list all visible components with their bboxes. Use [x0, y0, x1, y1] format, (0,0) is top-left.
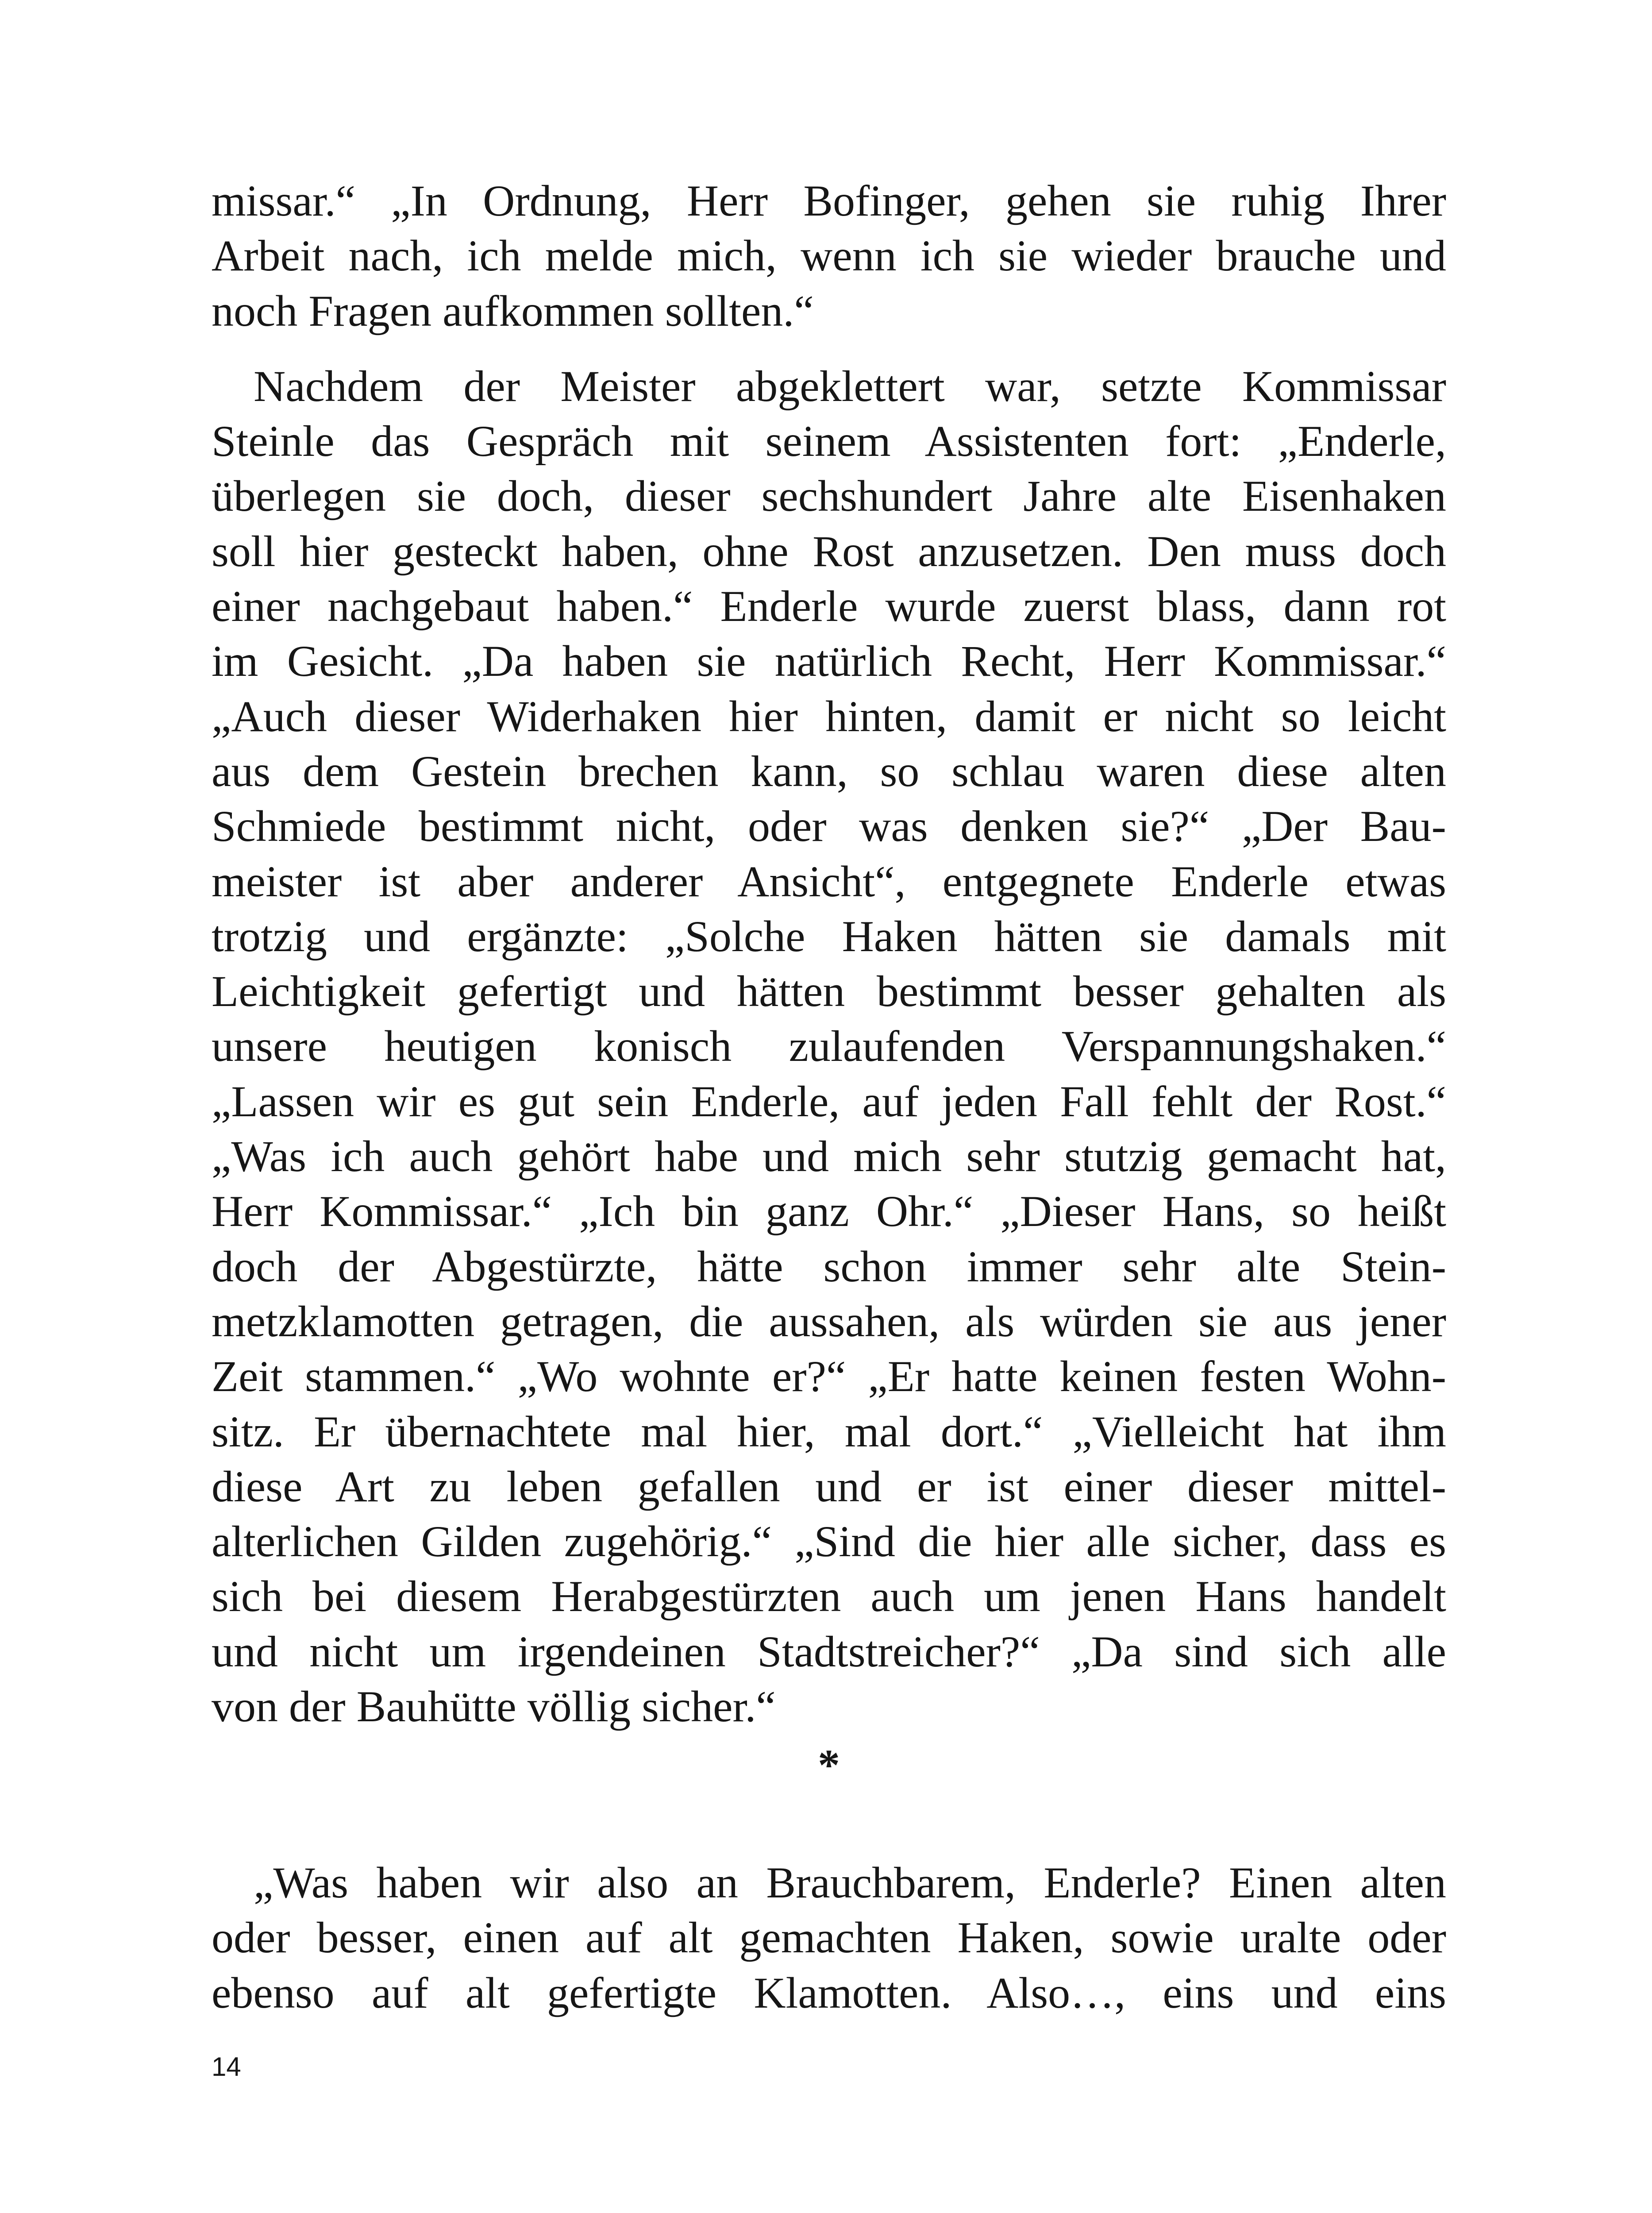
text-line: doch der Abgestürzte, hätte schon immer sehr alte Stein- — [212, 1241, 1446, 1291]
text-line: metzklamotten getragen, die aussahen, als würden sie aus jener — [212, 1296, 1446, 1346]
text-line: Leichtigkeit gefertigt und hätten bestimmt besser gehalten als — [212, 967, 1446, 1016]
text-line: noch Fragen aufkommen sollten.“ — [212, 286, 814, 335]
page-number: 14 — [212, 2052, 241, 2082]
paragraph-2 — [212, 359, 1446, 1734]
text-line: im Gesicht. „Da haben sie natürlich Recht, Herr Kommissar.“ — [212, 636, 1446, 686]
text-line: trotzig und ergänzte: „Solche Haken hätten sie damals mit — [212, 911, 1446, 961]
text-line: „Was haben wir also an Brauchbarem, Enderle? Einen alten — [254, 1858, 1446, 1907]
text-line: Herr Kommissar.“ „Ich bin ganz Ohr.“ „Dieser Hans, so heißt — [212, 1187, 1446, 1236]
paragraph-3 — [212, 1855, 1446, 2020]
text-line: „Was ich auch gehört habe und mich sehr stutzig gemacht hat, — [212, 1132, 1446, 1181]
text-line: Nachdem der Meister abgeklettert war, setzte Kommissar — [254, 361, 1446, 411]
text-line: aus dem Gestein brechen kann, so schlau waren diese alten — [212, 746, 1446, 796]
text-line: meister ist aber anderer Ansicht“, entgegnete Enderle etwas — [212, 856, 1446, 906]
text-line: missar.“ „In Ordnung, Herr Bofinger, gehen sie ruhig Ihrer — [212, 176, 1446, 225]
text-line: Zeit stammen.“ „Wo wohnte er?“ „Er hatte keinen festen Wohn- — [212, 1352, 1446, 1401]
text-line: sitz. Er übernachtete mal hier, mal dort.“ „Vielleicht hat ihm — [212, 1407, 1446, 1456]
text-line: von der Bauhütte völlig sicher.“ — [212, 1682, 776, 1731]
paragraph-1 — [212, 173, 1446, 339]
text-line: sich bei diesem Herabgestürzten auch um jenen Hans handelt — [212, 1572, 1446, 1621]
text-line: einer nachgebaut haben.“ Enderle wurde zuerst blass, dann rot — [212, 582, 1446, 631]
text-line: Schmiede bestimmt nicht, oder was denken sie?“ „Der Bau- — [212, 802, 1446, 851]
text-line: soll hier gesteckt haben, ohne Rost anzusetzen. Den muss doch — [212, 526, 1446, 576]
text-line: „Auch dieser Widerhaken hier hinten, damit er nicht so leicht — [212, 691, 1446, 741]
section-separator: * — [818, 1740, 840, 1789]
text-line: Arbeit nach, ich melde mich, wenn ich sie wieder brauche und — [212, 231, 1446, 281]
text-line: ebenso auf alt gefertigte Klamotten. Also…, eins und eins — [212, 1968, 1446, 2017]
text-line: „Lassen wir es gut sein Enderle, auf jeden Fall fehlt der Rost.“ — [212, 1076, 1446, 1126]
text-line: diese Art zu leben gefallen und er ist einer dieser mittel- — [212, 1461, 1446, 1511]
body-text — [212, 173, 1446, 1734]
text-line: unsere heutigen konisch zulaufenden Verspannungshaken.“ — [212, 1022, 1446, 1071]
text-line: alterlichen Gilden zugehörig.“ „Sind die hier alle sicher, dass es — [212, 1517, 1446, 1566]
text-line: Steinle das Gespräch mit seinem Assistenten fort: „Enderle, — [212, 416, 1446, 466]
text-line: und nicht um irgendeinen Stadtstreicher?“ „Da sind sich alle — [212, 1627, 1446, 1676]
text-line: überlegen sie doch, dieser sechshundert Jahre alte Eisenhaken — [212, 471, 1446, 521]
text-line: oder besser, einen auf alt gemachten Haken, sowie uralte oder — [212, 1913, 1446, 1962]
